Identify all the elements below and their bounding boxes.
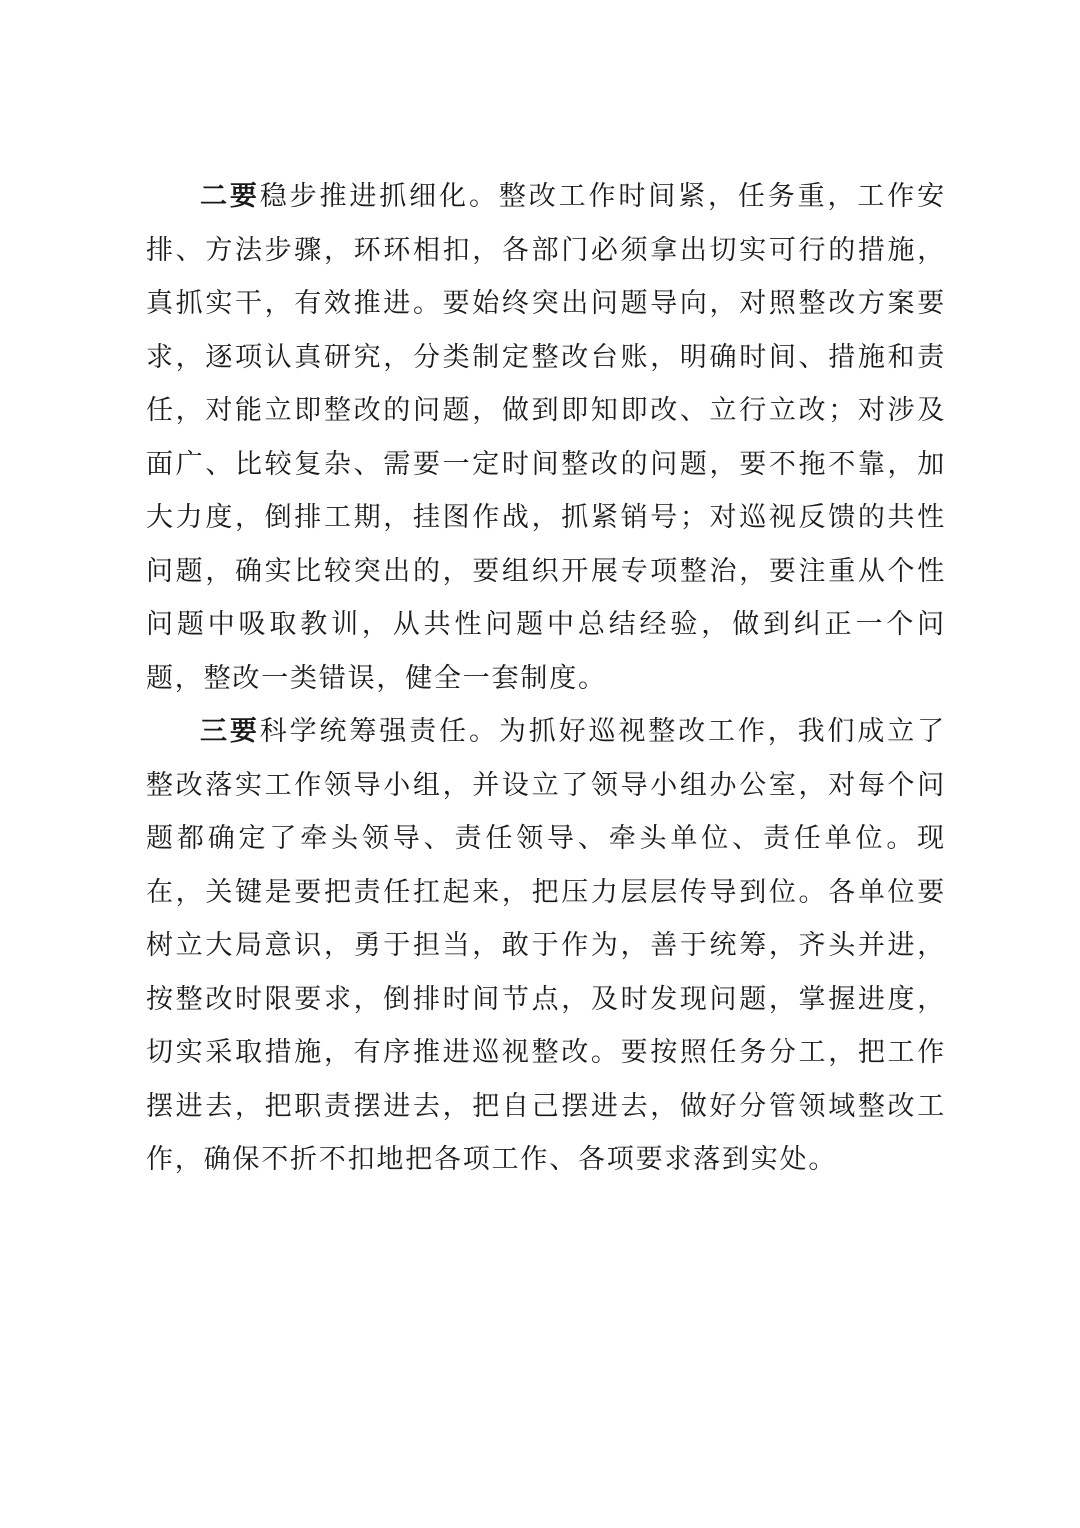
paragraph-text: 稳步推进抓细化。整改工作时间紧，任务重，工作安排、方法步骤，环环相扣，各部门必须拿出切实可行的措施，真抓实干，有效推进。要始终突出问题导向，对照整改方案要求，逐项认真研究，分类制定整改台账，明确时间、措施和责任，对能立即整改的问题，做到即知即改、立行立改；对涉及面广、比较复杂、需要一定时间整改的问题，要不拖不靠，加大力度，倒排工期，挂图作战，抓紧销号；对巡视反馈的共性问题，确实比较突出的，要组织开展专项整治，要注重从个性问题中吸取教训，从共性问题中总结经验，做到纠正一个问题，整改一类错误，健全一套制度。 bbox=[146, 181, 946, 694]
paragraph-text: 科学统筹强责任。为抓好巡视整改工作，我们成立了整改落实工作领导小组，并设立了领导小组办公室，对每个问题都确定了牵头领导、责任领导、牵头单位、责任单位。现在，关键是要把责任扛起来，把压力层层传导到位。各单位要树立大局意识，勇于担当，敢于作为，善于统筹，齐头并进，按整改时限要求，倒排时间节点，及时发现问题，掌握进度，切实采取措施，有序推进巡视整改。要按照任务分工，把工作摆进去，把职责摆进去，把自己摆进去，做好分管领域整改工作，确保不折不扣地把各项工作、各项要求落到实处。 bbox=[146, 716, 946, 1175]
paragraph-three bbox=[146, 705, 946, 1187]
document-body bbox=[146, 170, 946, 1187]
paragraph-lead: 二要 bbox=[200, 181, 260, 212]
paragraph-two bbox=[146, 170, 946, 705]
paragraph-lead: 三要 bbox=[200, 716, 260, 747]
